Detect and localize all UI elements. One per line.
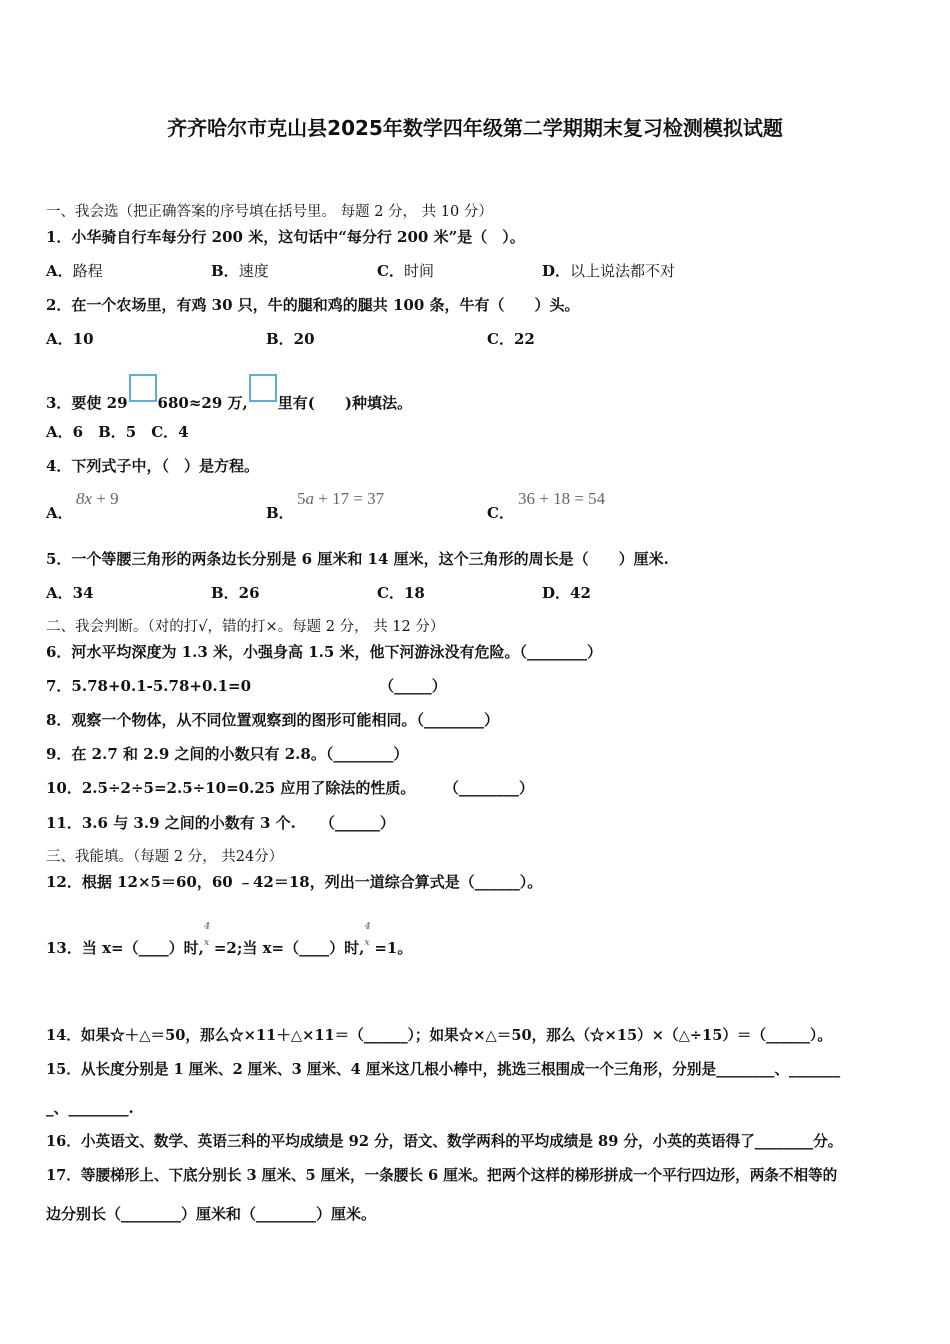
question-3: 3．要使 29 680≈29 万, 里有( )种填法。 — [46, 374, 412, 413]
question-13: 13．当 x=（____）时, 4 x =2;当 x=（____）时, 4 x =1。 — [46, 922, 413, 957]
question-14: 14．如果☆＋△＝50，那么☆×11＋△×11＝（______）；如果☆×△＝50，那么（☆×15）×（△÷15）＝（______）。 — [46, 1027, 832, 1044]
question-9: 9．在 2.7 和 2.9 之间的小数只有 2.8。（________） — [46, 745, 409, 763]
section-heading-judge: 二、我会判断。（对的打√，错的打×。每题 2 分， 共 12 分） — [46, 619, 445, 635]
question-8: 8．观察一个物体，从不同位置观察到的图形可能相同。（________） — [46, 711, 499, 729]
q1-option-d: D．以上说法都不对 — [542, 262, 676, 280]
question-10: 10．2.5÷2÷5=2.5÷10=0.25 应用了除法的性质。 （________） — [46, 779, 534, 797]
q4-expression-a: 8x + 9 — [76, 489, 119, 508]
q5-option-d: D．42 — [542, 584, 591, 602]
blank-box — [129, 374, 157, 402]
question-2: 2．在一个农场里，有鸡 30 只，牛的腿和鸡的腿共 100 条，牛有（ ）头。 — [46, 296, 580, 314]
blank-box — [249, 374, 277, 402]
section-heading-fill: 三、我能填。（每题 2 分， 共24分） — [46, 849, 284, 865]
question-4: 4．下列式子中，（ ）是方程。 — [46, 457, 259, 475]
q4-expression-b: 5a + 17 = 37 — [297, 489, 385, 508]
question-15-line-2: _、________. — [46, 1099, 134, 1117]
q2-option-a: A．10 — [46, 330, 94, 348]
q3-options: A．6 B．5 C．4 — [46, 423, 189, 441]
q4-option-b-label: B． — [266, 504, 294, 522]
section-heading-choice: 一、我会选（把正确答案的序号填在括号里。 每题 2 分， 共 10 分） — [46, 204, 493, 220]
q1-option-a: A．路程 — [46, 262, 103, 280]
q5-option-a: A．34 — [46, 584, 94, 602]
fraction-4-over-x: 4 x — [203, 922, 211, 948]
q1-option-c: C．时间 — [377, 262, 434, 280]
question-16: 16．小英语文、数学、英语三科的平均成绩是 92 分，语文、数学两科的平均成绩是 89 分，小英的英语得了________分。 — [46, 1133, 843, 1150]
question-17-line-1: 17．等腰梯形上、下底分别长 3 厘米、5 厘米，一条腰长 6 厘米。把两个这样的梯形拼成一个平行四边形，两条不相等的 — [46, 1167, 838, 1184]
question-7: 7．5.78+0.1-5.78+0.1=0 （_____） — [46, 677, 447, 695]
question-12: 12．根据 12×5＝60，60 ﹣42＝18，列出一道综合算式是（______）。 — [46, 873, 543, 891]
question-5: 5．一个等腰三角形的两条边长分别是 6 厘米和 14 厘米，这个三角形的周长是（ ）厘米. — [46, 550, 669, 568]
q4-option-c-label: C． — [487, 504, 514, 522]
question-6: 6．河水平均深度为 1.3 米，小强身高 1.5 米，他下河游泳没有危险。（________） — [46, 643, 603, 661]
question-17-line-2: 边分别长（________）厘米和（________）厘米。 — [46, 1205, 377, 1223]
q5-option-c: C．18 — [377, 584, 425, 602]
question-15-line-1: 15．从长度分别是 1 厘米、2 厘米、3 厘米、4 厘米这几根小棒中，挑选三根围成一个三角形，分别是________、_______ — [46, 1061, 841, 1078]
q4-option-a-label: A． — [46, 504, 73, 522]
fraction-4-over-x: 4 x — [364, 922, 371, 948]
q2-option-b: B．20 — [266, 330, 315, 348]
q4-expression-c: 36 + 18 = 54 — [518, 489, 606, 508]
q5-option-b: B．26 — [211, 584, 260, 602]
q1-option-b: B．速度 — [211, 262, 269, 280]
question-1: 1．小华骑自行车每分行 200 米，这句话中“每分行 200 米”是（ ）。 — [46, 228, 525, 246]
page-title: 齐齐哈尔市克山县2025年数学四年级第二学期期末复习检测模拟试题 — [167, 116, 783, 140]
q2-option-c: C．22 — [487, 330, 535, 348]
question-11: 11．3.6 与 3.9 之间的小数有 3 个. （______） — [46, 814, 395, 832]
